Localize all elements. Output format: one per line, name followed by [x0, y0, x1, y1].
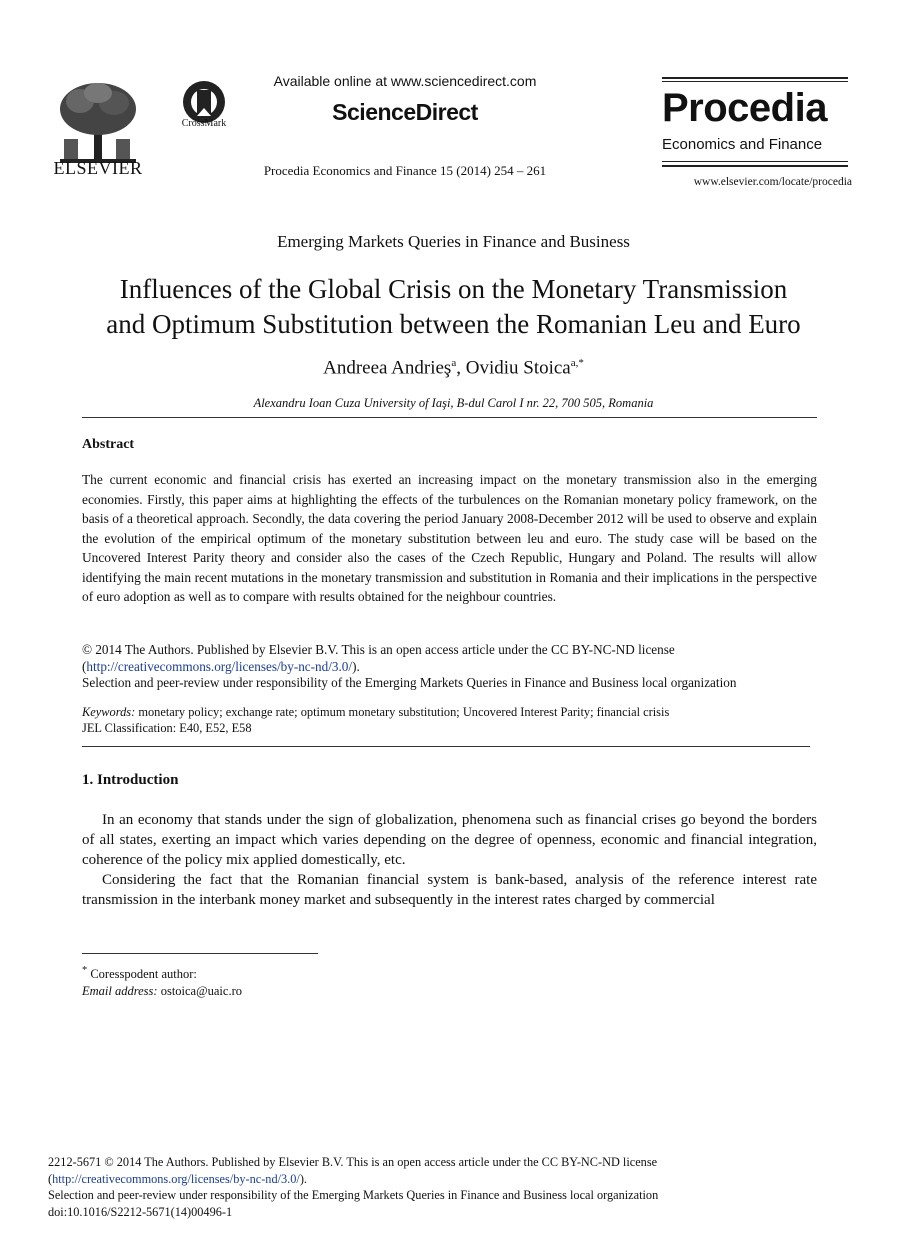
procedia-url[interactable]: www.elsevier.com/locate/procedia: [693, 176, 852, 188]
doi[interactable]: doi:10.1016/S2212-5671(14)00496-1: [48, 1204, 233, 1219]
jel-classification: JEL Classification: E40, E52, E58: [82, 720, 252, 735]
keywords-text: monetary policy; exchange rate; optimum monetary substitution; Uncovered Interest Parity; financial crisis: [135, 705, 670, 719]
abstract-text: The current economic and financial crisis has exerted an increasing impact on the monetary transmission also in the emerging economies. Firstly, this paper aims at highlighting the effects of the turbulences on the Romanian monetary policy framework, on the basis of a theoretical approach. Secondly, the data covering the period January 2008-December 2012 will be used to observe and explain the evolution of the empirical optimum of the monetary substitution between leu and euro. The study case will be based on the Uncovered Interest Parity theory and consider also the cases of the Czech Republic, Hungary and Poland. The results will allow identifying the main recent mutations in the monetary transmission and substitution in Romania and their implications in the perspective of euro adoption as well as to compare with results obtained for the neighbour countries.: [82, 472, 817, 604]
author-name: Andreea Andrieş: [323, 357, 452, 379]
title-line: Influences of the Global Crisis on the Monetary Transmission: [119, 274, 788, 304]
paragraph: Considering the fact that the Romanian financial system is bank-based, analysis of the reference interest rate transmission in the interbank money market and subsequently in the interest rates charged by commercial: [82, 872, 817, 908]
footer-line: 2212-5671 © 2014 The Authors. Published by Elsevier B.V. This is an open access article under the CC BY-NC-ND license: [48, 1155, 658, 1169]
affiliation: Alexandru Ioan Cuza University of Iaşi, B-dul Carol I nr. 22, 700 505, Romania: [253, 396, 654, 410]
author-separator: ,: [456, 357, 466, 379]
publisher-name: ELSEVIER: [53, 158, 143, 178]
paren: ).: [352, 658, 360, 674]
intro-body: [82, 810, 817, 910]
procedia-title: Procedia: [662, 86, 827, 130]
author-sup: a,*: [570, 357, 584, 369]
footer-line: Selection and peer-review under responsibility of the Emerging Markets Queries in Finance and Business local organization: [48, 1188, 659, 1202]
crossmark-label: CrossMark: [181, 118, 227, 129]
paren: (: [48, 1171, 53, 1186]
authors: [0, 357, 907, 379]
copyright-notice: [82, 642, 817, 692]
footnote-rule: [82, 953, 318, 954]
peer-review-line: Selection and peer-review under responsibility of the Emerging Markets Queries in Finance and Business local organization: [82, 675, 737, 690]
conference-name: Emerging Markets Queries in Finance and Business: [277, 232, 630, 251]
footnote-author: [82, 965, 197, 982]
footnote-label: Coresspodent author:: [87, 967, 197, 982]
license-link[interactable]: http://creativecommons.org/licenses/by-nc-nd/3.0/: [86, 658, 353, 674]
footnote-email: [82, 984, 242, 999]
paper-title: [60, 272, 847, 342]
divider: [82, 746, 810, 747]
procedia-rule: [662, 165, 848, 167]
title-line: and Optimum Substitution between the Romanian Leu and Euro: [106, 309, 801, 339]
section-heading: 1. Introduction: [82, 772, 179, 788]
procedia-rule: [662, 77, 848, 79]
procedia-rule: [662, 161, 848, 162]
footnote-star: *: [82, 965, 88, 976]
license-link[interactable]: http://creativecommons.org/licenses/by-nc-nd/3.0/: [52, 1171, 300, 1186]
paragraph: In an economy that stands under the sign of globalization, phenomena such as financial crises go beyond the borders of all states, exerting an impact which varies depending on the degree of openness, economic and financial integration, coherence of the policy mix applied domestically, etc.: [82, 812, 817, 868]
email-label: Email address:: [82, 984, 158, 998]
author-sup: a: [451, 357, 457, 369]
page-footer: [48, 1154, 848, 1220]
paren: ).: [299, 1171, 307, 1186]
author-name: Ovidiu Stoica: [465, 357, 571, 379]
abstract-heading: Abstract: [82, 437, 135, 452]
sciencedirect-logo[interactable]: ScienceDirect: [332, 99, 478, 125]
journal-reference: Procedia Economics and Finance 15 (2014) 254 – 261: [263, 163, 547, 178]
divider: [82, 417, 817, 418]
paren: (: [82, 658, 87, 674]
keywords-block: [82, 705, 817, 736]
email-address[interactable]: ostoica@uaic.ro: [157, 984, 242, 998]
available-online-text: Available online at www.sciencedirect.com: [273, 73, 537, 89]
procedia-rule: [662, 81, 848, 82]
keywords-label: Keywords:: [82, 705, 136, 719]
copyright-line: © 2014 The Authors. Published by Elsevier B.V. This is an open access article under the CC BY-NC-ND license: [82, 642, 675, 657]
procedia-subtitle: Economics and Finance: [662, 136, 823, 153]
